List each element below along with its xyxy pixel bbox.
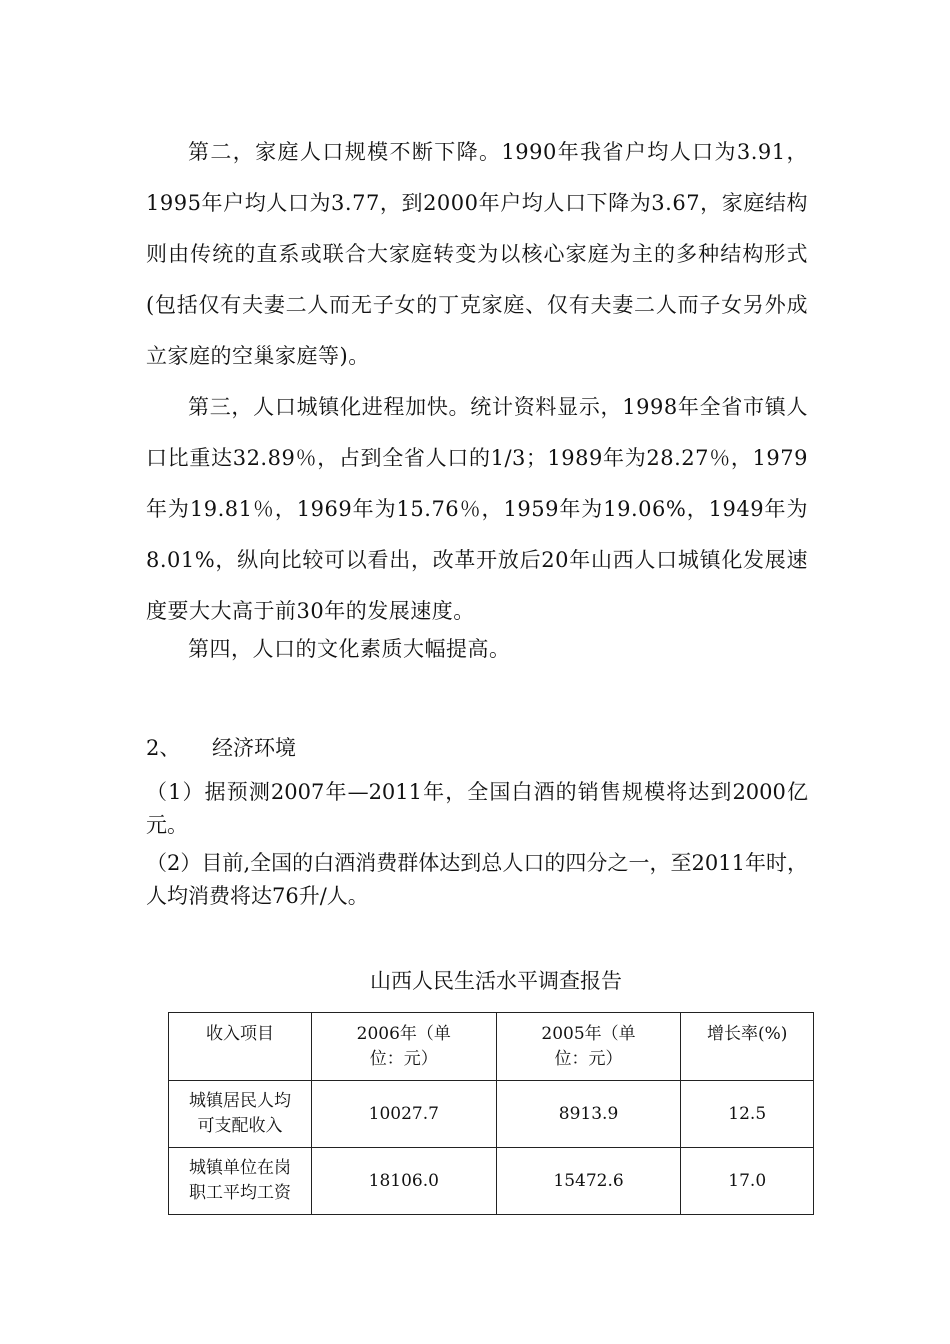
row-label-cell bbox=[169, 1081, 312, 1148]
table-header-row bbox=[169, 1013, 814, 1081]
living-standard-table bbox=[168, 1012, 814, 1215]
header-2005 bbox=[496, 1013, 681, 1081]
value-2005: 15472.6 bbox=[496, 1148, 681, 1215]
section-heading bbox=[146, 728, 296, 768]
value-2005: 8913.9 bbox=[496, 1081, 681, 1148]
paragraph-household-size: 第二，家庭人口规模不断下降。1990年我省户均人口为3.91，1995年户均人口为3.77，到2000年户均人口下降为3.67，家庭结构则由传统的直系或联合大家庭转变为以核心家庭为主的多种结构形式(包括仅有夫妻二人而无子女的丁克家庭、仅有夫妻二人而子女另外成立家庭的空巢家庭等)。 bbox=[146, 140, 808, 368]
table-row bbox=[169, 1148, 814, 1215]
list-item: （2）目前,全国的白酒消费群体达到总人口的四分之一，至2011年时，人均消费将达76升/人。 bbox=[146, 851, 808, 908]
paragraph-urbanization: 第三，人口城镇化进程加快。统计资料显示，1998年全省市镇人口比重达32.89％，占到全省人口的1/3；1989年为28.27％，1979年为19.81％，1969年为15.76％，1959年为19.06%，1949年为8.01%，纵向比较可以看出，改革开放后20年山西人口城镇化发展速度要大大高于前30年的发展速度。 bbox=[146, 395, 808, 623]
section-title: 经济环境 bbox=[212, 736, 296, 760]
header-2006 bbox=[311, 1013, 496, 1081]
table-row bbox=[169, 1081, 814, 1148]
value-growth: 17.0 bbox=[681, 1148, 814, 1215]
value-2006: 18106.0 bbox=[311, 1148, 496, 1215]
header-2006-label: 2006年（单位：元） bbox=[356, 1024, 451, 1069]
value-growth: 12.5 bbox=[681, 1081, 814, 1148]
header-income-item: 收入项目 bbox=[169, 1013, 312, 1081]
row-label-cell bbox=[169, 1148, 312, 1215]
header-2005-label: 2005年（单位：元） bbox=[541, 1024, 636, 1069]
row-label: 城镇单位在岗职工平均工资 bbox=[188, 1158, 291, 1203]
value-2006: 10027.7 bbox=[311, 1081, 496, 1148]
table-title: 山西人民生活水平调查报告 bbox=[370, 969, 622, 993]
row-label: 城镇居民人均可支配收入 bbox=[188, 1091, 291, 1136]
list-item: （1）据预测2007年—2011年，全国白酒的销售规模将达到2000亿元。 bbox=[146, 780, 808, 837]
section-number: 2、 bbox=[146, 736, 181, 760]
paragraph-education: 第四，人口的文化素质大幅提高。 bbox=[188, 637, 511, 661]
header-growth-rate: 增长率(%) bbox=[681, 1013, 814, 1081]
